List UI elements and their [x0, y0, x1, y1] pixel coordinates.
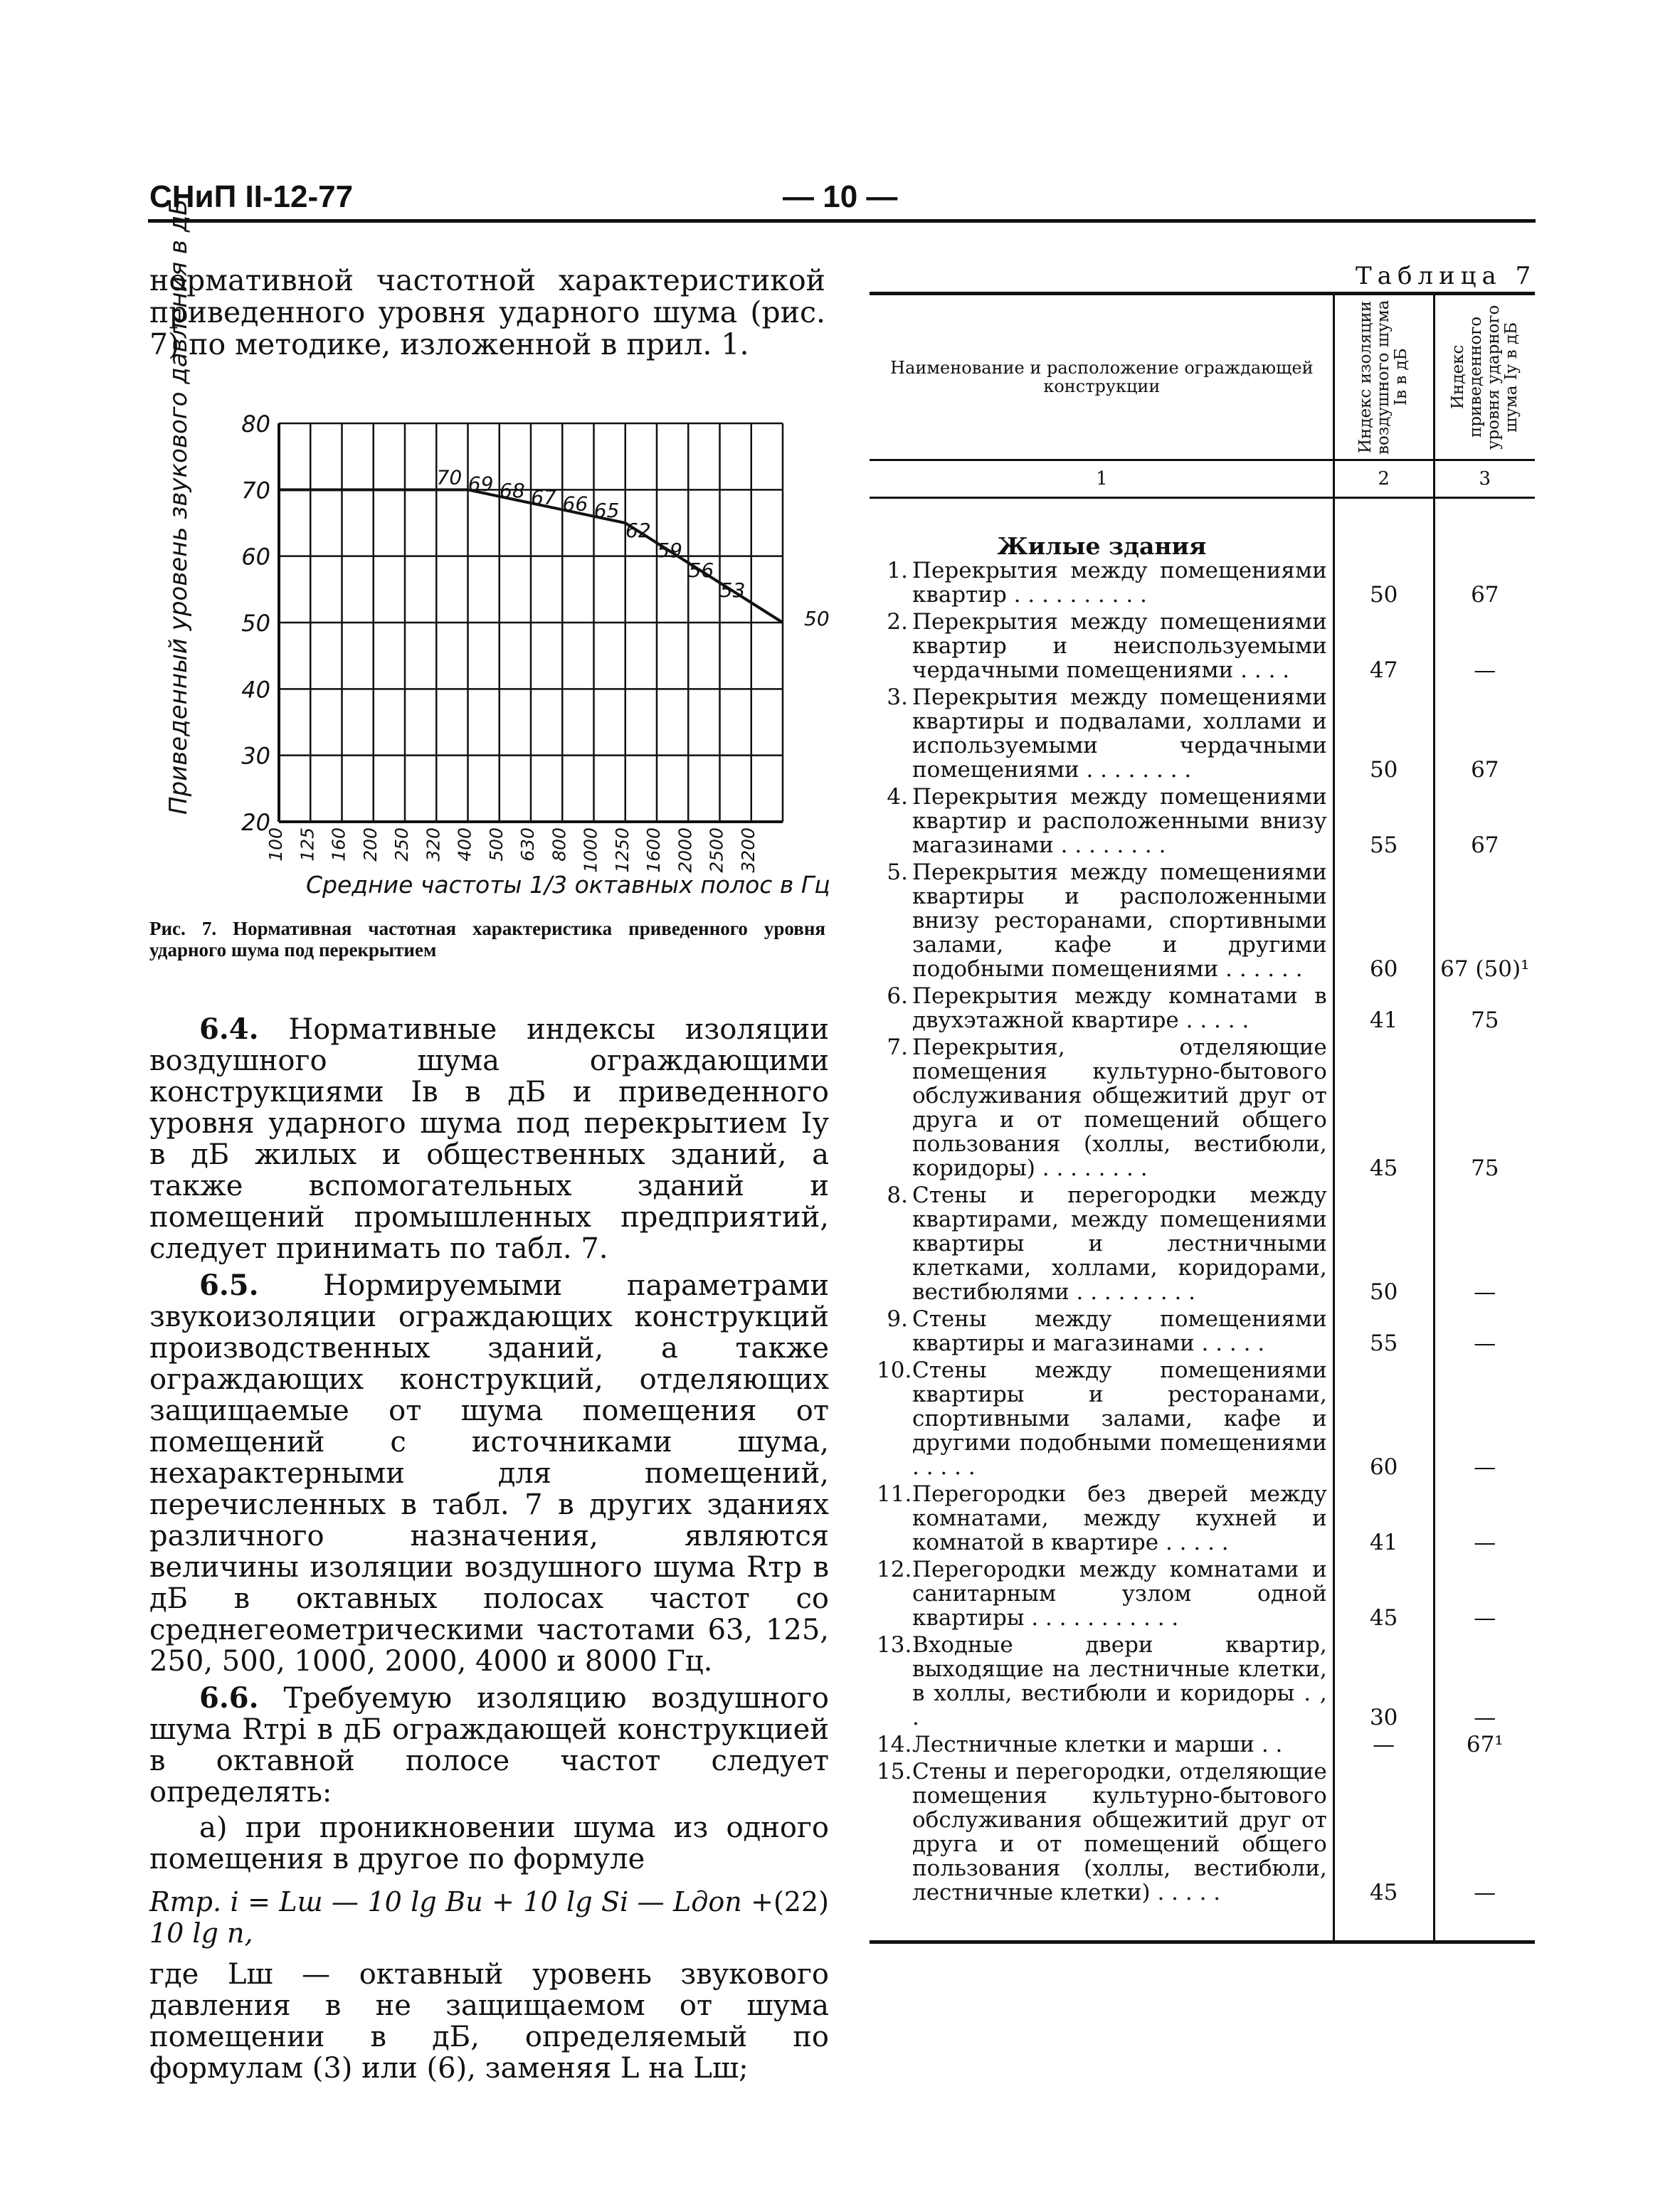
- row-description: Перегородки без дверей между комнатами, между кухней и комнатой в квартире . . . . .: [912, 1481, 1327, 1555]
- row-iy-value: 67¹: [1434, 1730, 1535, 1757]
- table-col1-number: 1: [870, 460, 1333, 498]
- chart-y-tick: 30: [241, 742, 270, 770]
- row-iy-value: 67 (50)¹: [1434, 857, 1535, 981]
- chart-y-tick: 40: [241, 676, 270, 704]
- row-iv-value: 45: [1333, 1032, 1434, 1180]
- chart-x-tick: 125: [297, 827, 318, 862]
- row-iv-value: 60: [1333, 1355, 1434, 1479]
- chart-x-tick: 100: [265, 827, 286, 862]
- doc-code: СНиП II-12-77: [149, 179, 354, 214]
- table-col2-number: 2: [1333, 460, 1434, 498]
- table-row: [870, 1757, 1535, 1905]
- chart-x-tick: 800: [549, 827, 570, 862]
- row-iv-value: 50: [1333, 1180, 1434, 1304]
- row-number: 10.: [877, 1358, 912, 1383]
- row-description: Перекрытия между помещениями квартиры и подвалами, холлами и используемыми чердачными помещениями . . . . . . . .: [912, 684, 1327, 783]
- chart-x-tick: 3200: [737, 827, 759, 873]
- row-description: Стены и перегородки между квартирами, между помещениями квартиры и лестничными клетками, холлами, коридорами, вестибюлями . . . . . . . . .: [912, 1183, 1327, 1305]
- chart-x-tick: 400: [454, 827, 475, 862]
- row-description: Стены между помещениями квартиры и ресторанами, спортивными залами, кафе и другими подобными помещениями . . . . .: [912, 1358, 1327, 1480]
- row-iv-value: 47: [1333, 607, 1434, 682]
- row-description: Перекрытия между помещениями квартир и расположенными внизу магазинами . . . . . . . .: [912, 784, 1327, 858]
- row-iv-value: 60: [1333, 857, 1434, 981]
- row-number: 2.: [887, 609, 908, 635]
- row-description: Лестничные клетки и марши . .: [912, 1732, 1283, 1757]
- formula-22: Rтр. i = Lш — 10 lg Bи + 10 lg Si — Lдоп + 10 lg n,: [149, 1886, 773, 1949]
- table-row: [870, 1730, 1535, 1757]
- chart-point-label: 50: [804, 607, 830, 630]
- chart-x-tick: 630: [517, 827, 538, 862]
- row-iy-value: —: [1434, 1180, 1535, 1304]
- table-row: [870, 1180, 1535, 1304]
- chart-point-label: 56: [688, 559, 714, 582]
- row-iy-value: —: [1434, 607, 1535, 682]
- chart-point-label: 70: [436, 465, 463, 490]
- chart-x-tick: 500: [485, 827, 507, 862]
- chart-point-label: 67: [531, 485, 556, 509]
- chart-y-axis-label: Приведенный уровень звукового давления в дБ: [164, 199, 193, 815]
- p66-number: 6.6.: [199, 1681, 259, 1715]
- row-description: Перегородки между комнатами и санитарным узлом одной квартиры . . . . . . . . . . .: [912, 1557, 1327, 1631]
- row-number: 6.: [887, 983, 908, 1009]
- row-number: 3.: [887, 684, 908, 710]
- row-description: Стены и перегородки, отделяющие помещения культурно-бытового обслуживания общежитий друг от друга и от помещений общего пользования (холлы, вестибюли, лестничные клетки) . . . . .: [912, 1759, 1327, 1905]
- row-iv-value: 45: [1333, 1757, 1434, 1905]
- table-col2-header: Индекс изоляции воздушного шума Iв в дБ: [1356, 300, 1411, 455]
- chart-point-label: 53: [719, 578, 746, 602]
- table-row: [870, 1304, 1535, 1355]
- row-iy-value: —: [1434, 1630, 1535, 1730]
- where-text: где Lш — октавный уровень звукового давления в не защищаемом от шума помещении в дБ, определяемый по формулам (3) или (6), заменяя L на Lш;: [149, 1958, 829, 2085]
- chart-x-tick: 160: [328, 827, 349, 862]
- row-number: 4.: [887, 784, 908, 810]
- row-iy-value: —: [1434, 1479, 1535, 1555]
- chart-y-tick: 70: [241, 477, 270, 504]
- row-iy-value: —: [1434, 1304, 1535, 1355]
- formula-number: (22): [773, 1886, 829, 1917]
- row-iv-value: 41: [1333, 981, 1434, 1032]
- row-number: 5.: [887, 859, 908, 885]
- chart-point-label: 62: [625, 519, 651, 542]
- table-row: [870, 559, 1535, 607]
- row-iy-value: 75: [1434, 981, 1535, 1032]
- table-row: [870, 1479, 1535, 1555]
- p65-text: Нормируемыми параметрами звукоизоляции ограждающих конструкций производственных зданий, а также ограждающих конструкций, отделяющих защищаемые от шума помещения от помещений с источниками шума, нехарактерными для помещений, перечисленных в табл. 7 в других зданиях различного назначения, являются величины изоляции воздушного шума Rтр в дБ в октавных полосах частот со среднегеометрическими частотами 63, 125, 250, 500, 1000, 2000, 4000 и 8000 Гц.: [149, 1269, 829, 1678]
- page-number: — 10 —: [783, 179, 898, 214]
- chart-x-tick: 2000: [675, 827, 696, 873]
- row-iy-value: 75: [1434, 1032, 1535, 1180]
- table-row: [870, 981, 1535, 1032]
- table-col1-header: Наименование и расположение ограждающей конструкции: [870, 294, 1333, 460]
- chart-x-tick: 2500: [706, 827, 727, 873]
- p64-text: Нормативные индексы изоляции воздушного шума ограждающими конструкциями Iв в дБ и приведенного уровня ударного шума под перекрытием Iу в дБ жилых и общественных зданий, а также вспомогательных зданий и помещений промышленных предприятий, следует принимать по табл. 7.: [149, 1013, 830, 1265]
- chart-point-label: 66: [562, 492, 588, 516]
- row-number: 1.: [887, 558, 908, 583]
- chart-x-axis-label: Средние частоты 1/3 октавных полос в Гц: [306, 871, 830, 899]
- row-iv-value: 50: [1333, 559, 1434, 607]
- table-col3-header: Индекс приведенного уровня ударного шума Iу в дБ: [1448, 305, 1521, 450]
- row-iy-value: 67: [1434, 559, 1535, 607]
- row-number: 9.: [887, 1306, 908, 1332]
- table-row: [870, 1630, 1535, 1730]
- row-number: 11.: [877, 1481, 912, 1507]
- chart-x-tick: 1000: [580, 827, 601, 873]
- chart-x-tick: 320: [423, 827, 444, 862]
- chart-point-label: 65: [593, 499, 620, 522]
- chart-point-label: 59: [657, 539, 682, 562]
- table-7: [870, 292, 1535, 1944]
- table-row: [870, 682, 1535, 782]
- row-number: 8.: [887, 1183, 908, 1208]
- row-iv-value: 55: [1333, 1304, 1434, 1355]
- chart-y-tick: 80: [241, 411, 270, 438]
- table-row: [870, 1555, 1535, 1630]
- table-section-title: Жилые здания: [997, 532, 1207, 560]
- table-row: [870, 1355, 1535, 1479]
- row-iv-value: —: [1333, 1730, 1434, 1757]
- row-iy-value: 67: [1434, 682, 1535, 782]
- row-iy-value: —: [1434, 1757, 1535, 1905]
- row-iv-value: 30: [1333, 1630, 1434, 1730]
- chart-y-tick: 20: [241, 809, 270, 836]
- p64-number: 6.4.: [199, 1012, 259, 1046]
- chart-y-tick: 50: [241, 610, 270, 637]
- intro-text: нормативной частотной характеристикой приведенного уровня ударного шума (рис. 7) по методике, изложенной в прил. 1.: [149, 263, 825, 361]
- row-number: 15.: [877, 1759, 912, 1784]
- chart-x-tick: 1600: [643, 827, 664, 873]
- row-iv-value: 41: [1333, 1479, 1434, 1555]
- p65-number: 6.5.: [199, 1269, 259, 1302]
- row-description: Перекрытия между помещениями квартир . . . . . . . . . .: [912, 558, 1327, 608]
- table-row: [870, 607, 1535, 682]
- row-number: 7.: [887, 1035, 908, 1060]
- figure-caption: Рис. 7. Нормативная частотная характеристика приведенного уровня ударного шума под перекрытием: [149, 918, 825, 961]
- table-row: [870, 1032, 1535, 1180]
- chart-x-tick: 200: [359, 827, 381, 862]
- row-iy-value: 67: [1434, 782, 1535, 857]
- row-iv-value: 50: [1333, 682, 1434, 782]
- row-iy-value: —: [1434, 1355, 1535, 1479]
- row-number: 13.: [877, 1632, 912, 1658]
- row-description: Перекрытия, отделяющие помещения культурно-бытового обслуживания общежитий друг от друга и от помещений общего пользования (холлы, вестибюли, коридоры) . . . . . . . .: [912, 1035, 1327, 1181]
- row-description: Перекрытия между комнатами в двухэтажной квартире . . . . .: [912, 983, 1327, 1033]
- chart-x-tick: 250: [391, 827, 412, 862]
- body-text: [149, 1014, 829, 2084]
- header-rule: [148, 219, 1536, 223]
- row-iv-value: 55: [1333, 782, 1434, 857]
- chart-y-tick: 60: [241, 543, 270, 571]
- table-row: [870, 782, 1535, 857]
- row-description: Перекрытия между помещениями квартиры и расположенными внизу ресторанами, спортивными залами, кафе и другими подобными помещениями . . . . . .: [912, 859, 1327, 982]
- row-iy-value: —: [1434, 1555, 1535, 1630]
- p66-text: Требуемую изоляцию воздушного шума Rтрi в дБ ограждающей конструкцией в октавной полосе частот следует определять:: [149, 1682, 829, 1809]
- chart-point-label: 68: [500, 479, 525, 502]
- row-number: 12.: [877, 1557, 912, 1582]
- table-row: [870, 857, 1535, 981]
- table-title: Таблица 7: [1356, 262, 1537, 290]
- row-description: Перекрытия между помещениями квартир и неиспользуемыми чердачными помещениями . . . .: [912, 609, 1327, 683]
- row-iv-value: 45: [1333, 1555, 1434, 1630]
- row-description: Входные двери квартир, выходящие на лестничные клетки, в холлы, вестибюли и коридоры . , .: [912, 1632, 1327, 1730]
- chart-x-tick: 1250: [611, 827, 633, 873]
- row-description: Стены между помещениями квартиры и магазинами . . . . .: [912, 1306, 1327, 1356]
- chart-point-label: 69: [467, 472, 494, 496]
- p66a-text: а) при проникновении шума из одного помещения в другое по формуле: [149, 1811, 829, 1875]
- table-col3-number: 3: [1434, 460, 1535, 498]
- row-number: 14.: [877, 1732, 912, 1757]
